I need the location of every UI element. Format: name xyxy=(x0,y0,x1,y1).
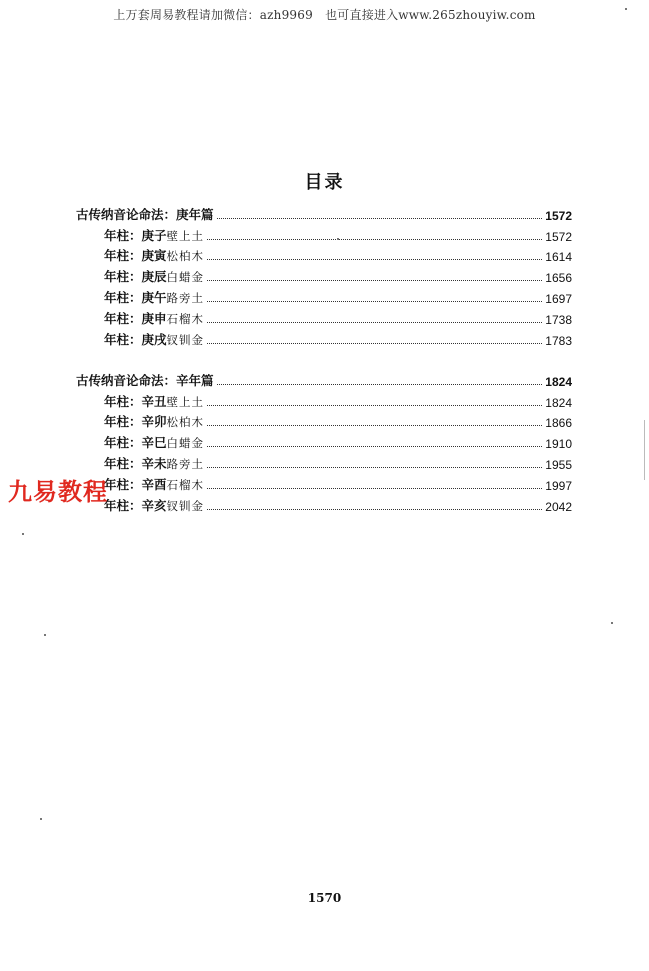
toc-entry-label: 年柱：庚辰白蜡金 xyxy=(104,269,205,285)
dot-leader xyxy=(207,322,542,323)
watermark: 九易教程 xyxy=(8,478,108,506)
toc-page-number: 1656 xyxy=(545,271,572,286)
toc-entry[interactable] xyxy=(76,306,572,327)
toc-page-number: 2042 xyxy=(545,499,572,514)
scan-speck xyxy=(22,533,24,535)
page-number: 1570 xyxy=(307,891,342,905)
toc-page-number: 1866 xyxy=(545,416,572,431)
toc-entry-label: 年柱：辛巳白蜡金 xyxy=(104,435,205,451)
scan-speck xyxy=(40,818,42,820)
dot-leader xyxy=(207,239,542,240)
dot-leader xyxy=(207,280,542,281)
toc-page-number: 1910 xyxy=(545,437,572,452)
toc-entry[interactable] xyxy=(76,410,572,431)
toc-page-number: 1783 xyxy=(545,333,572,348)
toc-page-number: 1955 xyxy=(545,457,572,472)
toc-entry-label: 年柱：辛丑壁上土 xyxy=(104,393,205,409)
dot-leader xyxy=(217,218,543,219)
toc-entry-label: 年柱：辛未路旁土 xyxy=(104,455,205,471)
toc-heading[interactable] xyxy=(76,368,572,389)
dot-leader xyxy=(207,301,542,302)
dot-leader xyxy=(207,467,542,468)
dot-leader xyxy=(207,446,542,447)
toc-heading-label: 古传纳音论命法：辛年篇 xyxy=(76,372,214,388)
scan-edge-line xyxy=(644,420,645,480)
scan-speck xyxy=(337,238,339,240)
dot-leader xyxy=(207,425,542,426)
toc-entry[interactable] xyxy=(76,285,572,306)
toc-heading[interactable] xyxy=(76,202,572,223)
toc-entry[interactable] xyxy=(76,451,572,472)
scan-speck xyxy=(625,8,627,10)
toc-page-number: 1997 xyxy=(545,478,572,493)
dot-leader xyxy=(207,343,542,344)
toc-section-geng xyxy=(76,202,572,348)
dot-leader xyxy=(207,488,542,489)
toc-section-xin xyxy=(76,368,572,514)
toc-entry-label: 年柱：辛亥钗钏金 xyxy=(104,497,205,513)
toc-page-number: 1824 xyxy=(545,374,572,389)
toc-entry[interactable] xyxy=(76,472,572,493)
toc-entry[interactable] xyxy=(76,430,572,451)
toc-page-number: 1614 xyxy=(545,250,572,265)
toc-page-number: 1824 xyxy=(545,395,572,410)
toc-entry-label: 年柱：庚戌钗钏金 xyxy=(104,331,205,347)
toc-entry[interactable] xyxy=(76,264,572,285)
toc-page-number: 1572 xyxy=(545,208,572,223)
toc-heading-label: 古传纳音论命法：庚年篇 xyxy=(76,206,214,222)
toc-entry-label: 年柱：庚申石榴木 xyxy=(104,310,205,326)
toc-entry[interactable] xyxy=(76,244,572,265)
toc-entry[interactable] xyxy=(76,493,572,514)
dot-leader xyxy=(207,405,542,406)
toc-entry-label: 年柱：庚子壁上土 xyxy=(104,227,205,243)
dot-leader xyxy=(207,259,542,260)
page-title: 目录 xyxy=(304,172,345,193)
toc-entry[interactable] xyxy=(76,223,572,244)
scan-speck xyxy=(611,622,613,624)
toc-page-number: 1572 xyxy=(545,229,572,244)
toc-entry-label: 年柱：辛酉石榴木 xyxy=(104,476,205,492)
scan-speck xyxy=(44,634,46,636)
toc-page-number: 1738 xyxy=(545,312,572,327)
toc-entry-label: 年柱：庚午路旁土 xyxy=(104,289,205,305)
toc-entry-label: 年柱：辛卯松柏木 xyxy=(104,414,205,430)
toc-entry[interactable] xyxy=(76,327,572,348)
toc-entry[interactable] xyxy=(76,389,572,410)
toc-entry-label: 年柱：庚寅松柏木 xyxy=(104,248,205,264)
dot-leader xyxy=(217,384,543,385)
header-note: 上万套周易教程请加微信：azh9969 也可直接进入www.265zhouyiw.com xyxy=(113,8,536,22)
toc-page-number: 1697 xyxy=(545,291,572,306)
dot-leader xyxy=(207,509,542,510)
